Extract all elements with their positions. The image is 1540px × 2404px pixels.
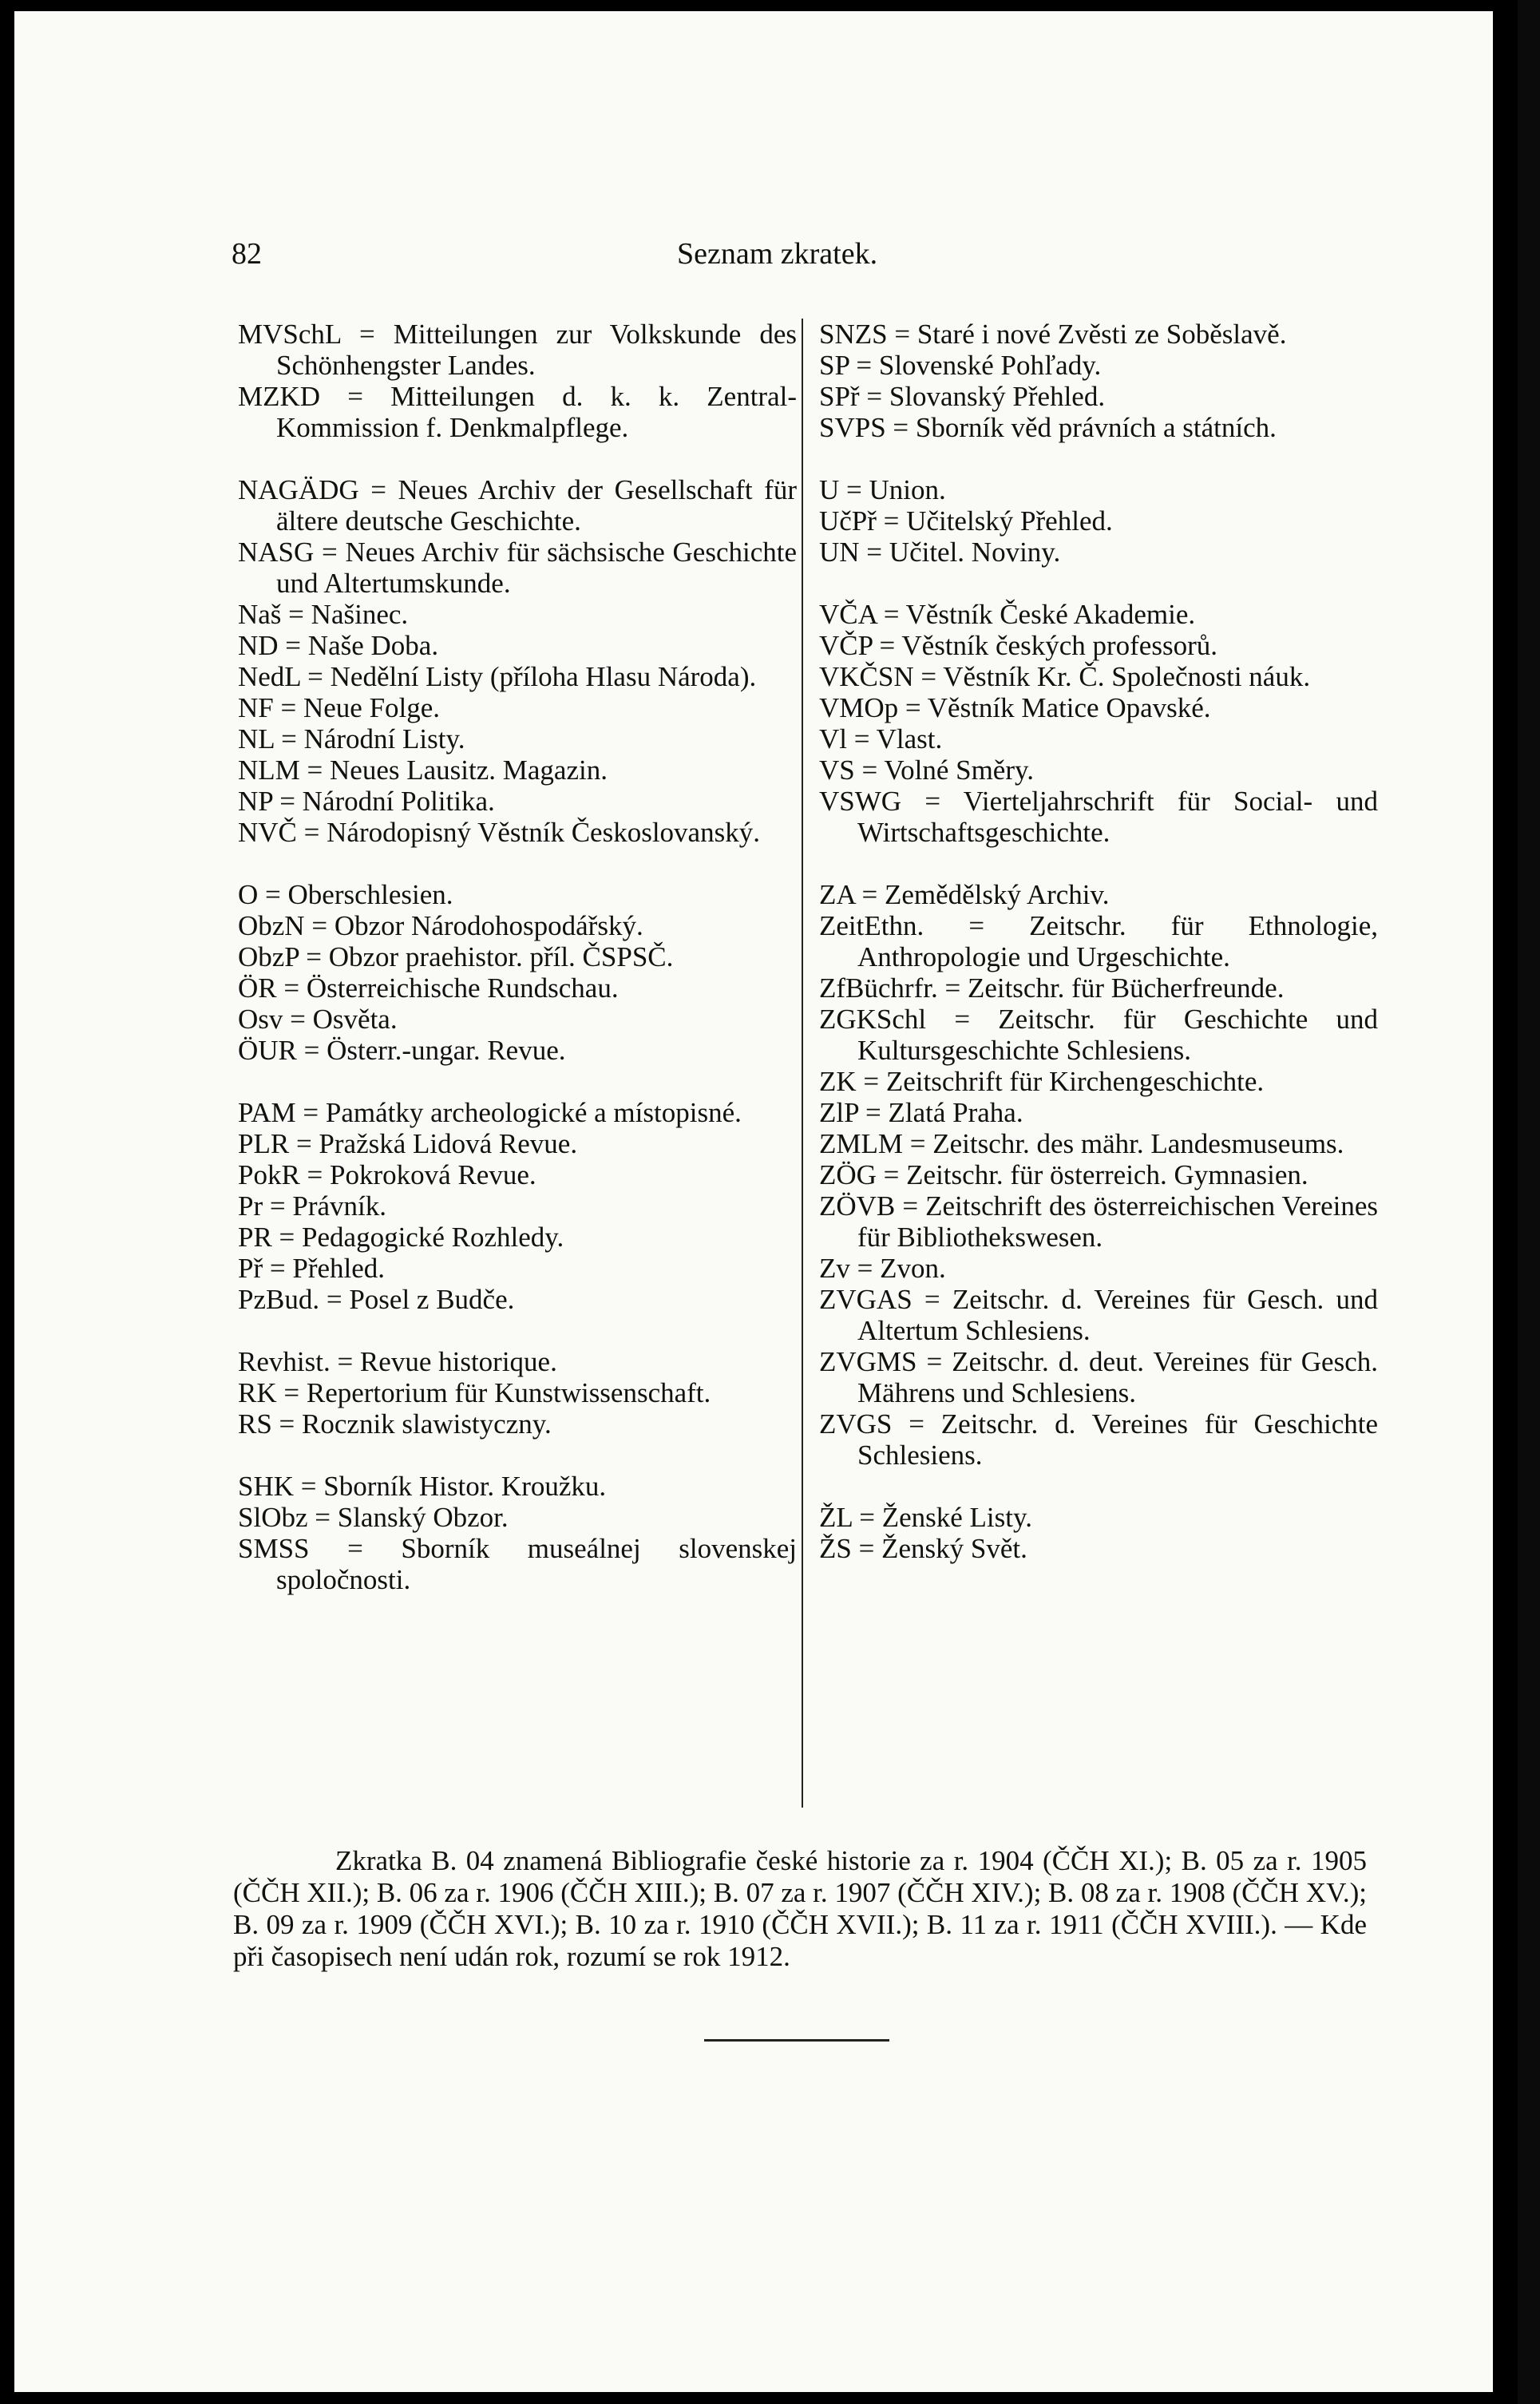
page-number: 82 [232,237,262,271]
abbreviation-entry: O = Oberschlesien. [238,879,453,910]
entry-group-gap [238,1066,797,1097]
column-divider [802,319,803,1808]
abbreviation-entry: ZfBüchrfr. = Zeitschr. für Bücherfreunde. [819,972,1285,1004]
abbreviation-entry: Osv = Osvěta. [238,1004,398,1035]
abbreviation-entry: SVPS = Sborník věd právních a státních. [819,412,1277,443]
abbreviation-entry: RS = Rocznik slawistyczny. [238,1408,552,1440]
entry-group-gap [819,568,1378,599]
page-title: Seznam zkratek. [677,237,878,271]
abbreviation-entry: SNZS = Staré i nové Zvěsti ze Soběslavě. [819,319,1287,350]
abbreviation-entry: ZMLM = Zeitschr. des mähr. Landesmuseums. [819,1128,1344,1159]
abbreviation-entry: ZA = Zemědělský Archiv. [819,879,1110,910]
abbreviation-entry: PAM = Památky archeologické a místopisné. [238,1097,742,1128]
abbreviation-entry: ND = Naše Doba. [238,630,439,661]
abbreviation-entry: SHK = Sborník Histor. Kroužku. [238,1471,607,1502]
abbreviation-entry: PokR = Pokroková Revue. [238,1159,536,1190]
entry-group-gap [819,1471,1378,1502]
abbreviation-entry: U = Union. [819,474,946,505]
abbreviation-column-right [819,319,1378,1564]
abbreviation-entry: NASG = Neues Archiv für sächsische Geschichte und Altertumskunde. [238,537,797,599]
abbreviation-entry: NF = Neue Folge. [238,692,441,723]
abbreviation-entry: ZeitEthn. = Zeitschr. für Ethnologie, Anthropologie und Urgeschichte. [819,910,1378,972]
abbreviation-entry: ÖUR = Österr.-ungar. Revue. [238,1035,566,1066]
abbreviation-entry: RK = Repertorium für Kunstwissenschaft. [238,1377,711,1408]
entry-group-gap [238,1440,797,1471]
abbreviation-entry: ObzN = Obzor Národohospodářský. [238,910,643,941]
entry-group-gap [238,1315,797,1346]
abbreviation-entry: PR = Pedagogické Rozhledy. [238,1222,564,1253]
abbreviation-entry: VMOp = Věstník Matice Opavské. [819,692,1211,723]
abbreviation-entry: VKČSN = Věstník Kr. Č. Společnosti náuk. [819,661,1311,692]
abbreviation-entry: NedL = Nedělní Listy (příloha Hlasu Národa). [238,661,757,692]
abbreviation-entry: ÖR = Österreichische Rundschau. [238,972,619,1004]
abbreviation-entry: NLM = Neues Lausitz. Magazin. [238,754,608,786]
abbreviation-column-left [238,319,797,1595]
abbreviation-entry: NL = Národní Listy. [238,723,465,754]
abbreviation-entry: ŽL = Ženské Listy. [819,1502,1032,1533]
entry-group-gap [238,848,797,879]
abbreviation-entry: NAGÄDG = Neues Archiv der Gesellschaft für ältere deutsche Geschichte. [238,474,797,537]
abbreviation-entry: SP = Slovenské Pohľady. [819,350,1102,381]
scan-edge [1518,0,1540,2404]
abbreviation-entry: VČA = Věstník České Akademie. [819,599,1196,630]
abbreviation-entry: Revhist. = Revue historique. [238,1346,557,1377]
abbreviation-entry: ŽS = Ženský Svět. [819,1533,1027,1564]
abbreviation-entry: ZVGMS = Zeitschr. d. deut. Vereines für Gesch. Mährens und Schlesiens. [819,1346,1378,1408]
abbreviation-entry: UN = Učitel. Noviny. [819,537,1061,568]
abbreviation-entry: SlObz = Slanský Obzor. [238,1502,509,1533]
document-page [14,11,1493,2392]
abbreviation-entry: UčPř = Učitelský Přehled. [819,505,1113,537]
abbreviation-entry: Zv = Zvon. [819,1253,946,1284]
abbreviation-entry: ZlP = Zlatá Praha. [819,1097,1023,1128]
abbreviation-entry: MVSchL = Mitteilungen zur Volkskunde des Schönhengster Landes. [238,319,797,381]
abbreviation-note: Zkratka B. 04 znamená Bibliografie české historie za r. 1904 (ČČH XI.); B. 05 za r. 1905 (ČČH XII.); B. 06 za r. 1906 (ČČH XIII.); B. 07 za r. 1907 (ČČH XIV.); B. 08 za r. 1908 (ČČH XV.); B. 09 za r. 1909 (ČČH XVI.); B. 10 za r. 1910 (ČČH XVII.); B. 11 za r. 1911 (ČČH XVIII.). — Kde při časopisech není udán rok, rozumí se rok 1912. [233,1845,1367,1972]
abbreviation-entry: Naš = Našinec. [238,599,409,630]
abbreviation-entry: PLR = Pražská Lidová Revue. [238,1128,578,1159]
abbreviation-entry: SMSS = Sborník museálnej slovenskej spoločnosti. [238,1533,797,1595]
abbreviation-entry: VS = Volné Směry. [819,754,1034,786]
abbreviation-entry: ZK = Zeitschrift für Kirchengeschichte. [819,1066,1265,1097]
abbreviation-entry: VSWG = Vierteljahrschrift für Social- und Wirtschaftsgeschichte. [819,786,1378,848]
abbreviation-entry: PzBud. = Posel z Budče. [238,1284,515,1315]
abbreviation-entry: NVČ = Národopisný Věstník Českoslovanský. [238,817,760,848]
abbreviation-entry: SPř = Slovanský Přehled. [819,381,1106,412]
entry-group-gap [819,848,1378,879]
abbreviation-entry: VČP = Věstník českých professorů. [819,630,1217,661]
abbreviation-entry: ZVGAS = Zeitschr. d. Vereines für Gesch. und Altertum Schlesiens. [819,1284,1378,1346]
abbreviation-entry: ObzP = Obzor praehistor. příl. ČSPSČ. [238,941,674,972]
abbreviation-entry: NP = Národní Politika. [238,786,495,817]
end-rule [704,2039,889,2042]
entry-group-gap [238,443,797,474]
abbreviation-entry: Pr = Právník. [238,1190,386,1222]
abbreviation-entry: MZKD = Mitteilungen d. k. k. Zentral-Kommission f. Denkmalpflege. [238,381,797,443]
abbreviation-entry: ZÖVB = Zeitschrift des österreichischen Vereines für Bibliothekswesen. [819,1190,1378,1253]
abbreviation-entry: ZGKSchl = Zeitschr. für Geschichte und Kultursgeschichte Schlesiens. [819,1004,1378,1066]
abbreviation-entry: ZVGS = Zeitschr. d. Vereines für Geschichte Schlesiens. [819,1408,1378,1471]
abbreviation-entry: Vl = Vlast. [819,723,943,754]
entry-group-gap [819,443,1378,474]
abbreviation-entry: ZÖG = Zeitschr. für österreich. Gymnasien. [819,1159,1308,1190]
abbreviation-entry: Př = Přehled. [238,1253,386,1284]
